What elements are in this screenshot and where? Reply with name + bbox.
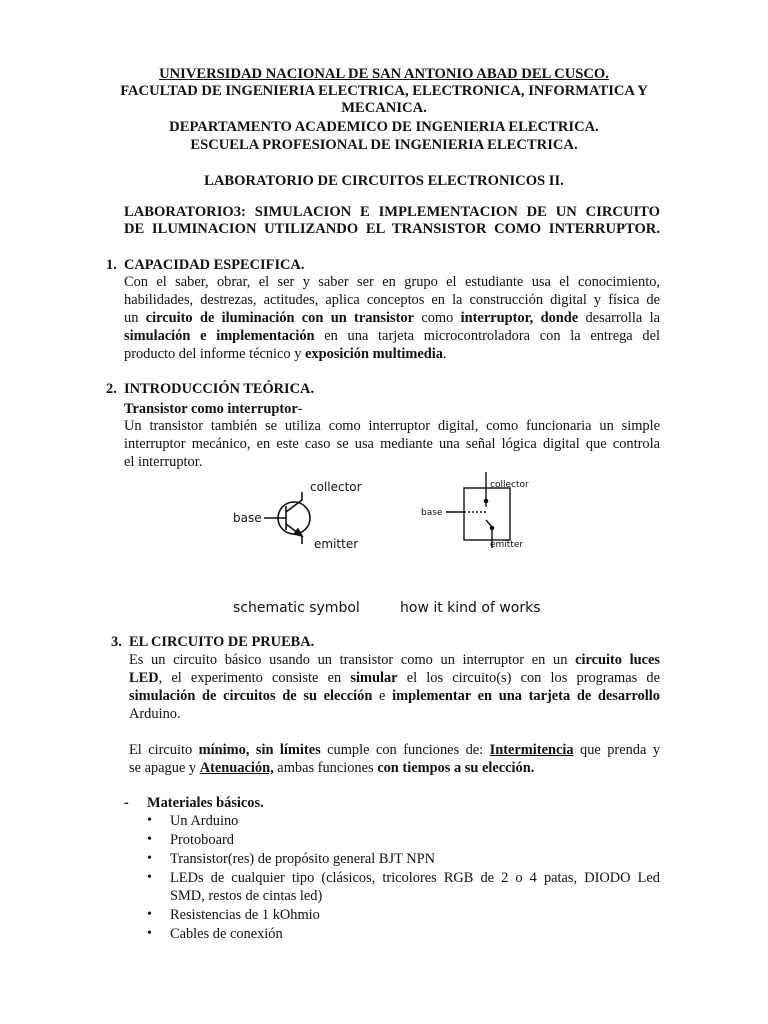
list-item: Un Arduino xyxy=(170,813,239,829)
section-2-text-line-3: el interruptor. xyxy=(124,454,203,470)
section-2-text-line-2: interruptor mecánico, en este caso se usa mediante una señal lógica digital que controla xyxy=(124,436,660,452)
faculty-line-cont: MECANICA. xyxy=(341,100,427,116)
collector-label-switch: collector xyxy=(490,480,529,490)
bullet-icon: • xyxy=(147,926,152,941)
section-3-p2-line-2: se apague y Atenuación, ambas funciones con tiempos a su elección. xyxy=(129,760,535,776)
section-3-p1-line-2: LED, el experimento consiste en simular el los circuito(s) con los programas de xyxy=(129,670,660,686)
list-item: Protoboard xyxy=(170,832,234,848)
section-1-text-line-2: habilidades, destrezas, actitudes, aplica conceptos en la construcción digital y física de xyxy=(124,292,660,308)
list-item: Cables de conexión xyxy=(170,926,283,942)
caption-how-it-works: how it kind of works xyxy=(400,600,541,616)
bullet-icon: • xyxy=(147,870,152,885)
caption-schematic-symbol: schematic symbol xyxy=(233,600,360,616)
materials-dash: - xyxy=(124,795,129,811)
section-2-subheading: Transistor como interruptor- xyxy=(124,401,303,417)
list-item: Transistor(res) de propósito general BJT NPN xyxy=(170,851,436,867)
section-1-text-line-5: producto del informe técnico y exposición multimedia. xyxy=(124,346,447,362)
lab-title: LABORATORIO DE CIRCUITOS ELECTRONICOS II. xyxy=(204,173,564,189)
section-1-number: 1. xyxy=(106,257,117,273)
section-1-text-line-4: simulación e implementación en una tarjeta microcontroladora con la entrega del xyxy=(124,328,660,344)
section-1-title: CAPACIDAD ESPECIFICA. xyxy=(124,257,305,273)
university-name: UNIVERSIDAD NACIONAL DE SAN ANTONIO ABAD DEL CUSCO. xyxy=(159,66,609,82)
list-item: LEDs de cualquier tipo (clásicos, tricolores RGB de 2 o 4 patas, DIODO Led xyxy=(170,870,660,886)
bullet-icon: • xyxy=(147,832,152,847)
section-3-title: EL CIRCUITO DE PRUEBA. xyxy=(129,634,315,650)
list-item: Resistencias de 1 kOhmio xyxy=(170,907,320,923)
emitter-label: emitter xyxy=(314,537,359,551)
department-line: DEPARTAMENTO ACADEMICO DE INGENIERIA ELECTRICA. xyxy=(169,119,599,135)
section-1-text-line-1: Con el saber, obrar, el ser y saber ser en grupo el estudiante usa el conocimiento, xyxy=(124,274,660,290)
section-3-p1-line-3: simulación de circuitos de su elección e implementar en una tarjeta de desarrollo xyxy=(129,688,660,704)
school-line: ESCUELA PROFESIONAL DE INGENIERIA ELECTRICA. xyxy=(190,137,578,153)
section-3-number: 3. xyxy=(111,634,122,650)
lab-subtitle-line-1: LABORATORIO3: SIMULACION E IMPLEMENTACION DE UN CIRCUITO xyxy=(124,204,660,220)
section-1-text-line-3: un circuito de iluminación con un transistor como interruptor, donde desarrolla la xyxy=(124,310,660,326)
section-2-title: INTRODUCCIÓN TEÓRICA. xyxy=(124,381,315,397)
emitter-label-switch: emitter xyxy=(490,540,524,550)
bullet-icon: • xyxy=(147,813,152,828)
bullet-icon: • xyxy=(147,851,152,866)
materials-title: Materiales básicos. xyxy=(147,795,264,811)
base-label-switch: base xyxy=(421,508,443,518)
bullet-icon: • xyxy=(147,907,152,922)
section-2-number: 2. xyxy=(106,381,117,397)
npn-transistor-schematic-icon xyxy=(264,492,310,544)
section-3-p1-line-1: Es un circuito básico usando un transistor como un interruptor en un circuito luces xyxy=(129,652,660,668)
lab-subtitle-line-2: DE ILUMINACION UTILIZANDO EL TRANSISTOR COMO INTERRUPTOR. xyxy=(124,221,660,237)
section-2-text-line-1: Un transistor también se utiliza como interruptor digital, como funcionaria un simple xyxy=(124,418,660,434)
section-3-p2-line-1: El circuito mínimo, sin límites cumple con funciones de: Intermitencia que prenda y xyxy=(129,742,661,758)
list-item-cont: SMD, restos de cintas led) xyxy=(170,888,323,904)
section-3-p1-line-4: Arduino. xyxy=(129,706,181,722)
base-label: base xyxy=(233,511,262,525)
faculty-line: FACULTAD DE INGENIERIA ELECTRICA, ELECTRONICA, INFORMATICA Y xyxy=(120,83,648,99)
collector-label: collector xyxy=(310,480,362,494)
